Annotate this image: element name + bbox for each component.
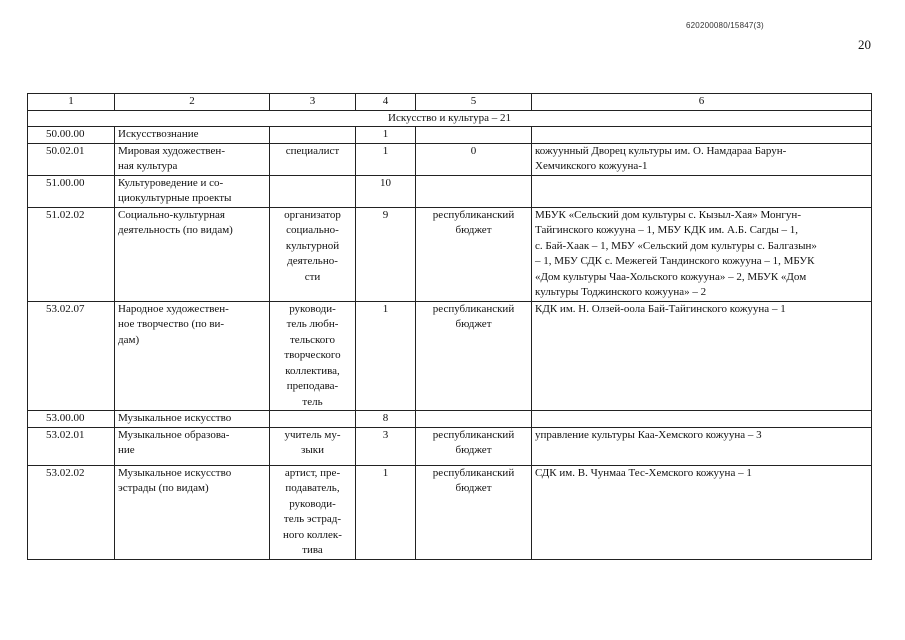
specialty-name <box>115 143 270 175</box>
specialty-name-line: Музыкальное искусство <box>118 466 232 479</box>
qualification-line: сти <box>304 270 321 283</box>
specialty-name-line: эстрады (по видам) <box>118 482 209 494</box>
table-row <box>28 143 872 175</box>
organizations-line: управление культуры Каа-Хемского кожууна – 3 <box>535 428 762 441</box>
funding-source-line: республиканский <box>432 466 515 479</box>
organizations-line: – 1, МБУ СДК с. Межегей Тандинского кожууна – 1, МБУК <box>535 255 815 267</box>
funding-source <box>416 465 532 559</box>
column-number: 2 <box>115 94 270 111</box>
organizations <box>532 207 872 301</box>
places-count: 1 <box>356 465 416 559</box>
column-number: 5 <box>416 94 532 111</box>
specialty-name-line: Искусствознание <box>118 128 199 140</box>
organizations <box>532 127 872 144</box>
qualification-line: коллектива, <box>285 364 340 377</box>
qualification-line: социально- <box>286 224 339 236</box>
specialties-table <box>27 93 872 560</box>
funding-source <box>416 207 532 301</box>
specialty-code: 50.02.01 <box>28 143 115 175</box>
organizations <box>532 465 872 559</box>
funding-source-line: бюджет <box>455 224 492 236</box>
qualification <box>270 411 356 428</box>
organizations <box>532 411 872 428</box>
organizations <box>532 301 872 411</box>
qualification <box>270 127 356 144</box>
specialty-code: 51.00.00 <box>28 175 115 207</box>
specialty-name-line: ние <box>118 444 135 456</box>
qualification <box>270 175 356 207</box>
organizations <box>532 427 872 465</box>
specialty-code: 53.02.01 <box>28 427 115 465</box>
table-row <box>28 175 872 207</box>
places-count: 1 <box>356 127 416 144</box>
section-title: Искусство и культура – 21 <box>28 110 872 127</box>
qualification-line: зыки <box>301 444 324 456</box>
qualification-line: деятельно- <box>287 255 338 267</box>
specialty-name-line: циокультурные проекты <box>118 192 232 204</box>
funding-source-line: бюджет <box>455 444 492 456</box>
places-count: 10 <box>356 175 416 207</box>
funding-source <box>416 427 532 465</box>
qualification-line: культурной <box>285 239 340 252</box>
organizations <box>532 143 872 175</box>
qualification <box>270 207 356 301</box>
funding-source-line: бюджет <box>455 318 492 330</box>
funding-source-line: бюджет <box>455 482 492 494</box>
qualification-line: тива <box>302 544 323 556</box>
qualification <box>270 427 356 465</box>
table-row <box>28 207 872 301</box>
table-row <box>28 301 872 411</box>
specialty-name <box>115 301 270 411</box>
funding-source <box>416 143 532 175</box>
places-count: 9 <box>356 207 416 301</box>
specialty-name-line: Социально-культурная <box>118 208 225 221</box>
specialty-name-line: ное творчество (по ви- <box>118 318 225 330</box>
specialty-name <box>115 427 270 465</box>
table-row <box>28 465 872 559</box>
qualification-line: ного коллек- <box>283 528 342 541</box>
qualification-line: специалист <box>285 144 340 157</box>
qualification-line: организатор <box>284 208 341 221</box>
organizations-line: Тайгинского кожууна – 1, МБУ КДК им. А.Б. Сагды – 1, <box>535 224 798 236</box>
funding-source-line: республиканский <box>432 302 515 315</box>
column-number: 3 <box>270 94 356 111</box>
funding-source <box>416 127 532 144</box>
specialty-name <box>115 207 270 301</box>
funding-source-line: республиканский <box>432 428 515 441</box>
organizations-line: Хемчикского кожууна-1 <box>535 160 648 172</box>
places-count: 8 <box>356 411 416 428</box>
specialty-code: 51.02.02 <box>28 207 115 301</box>
qualification-line: тельского <box>289 333 336 346</box>
specialty-name <box>115 127 270 144</box>
places-count: 3 <box>356 427 416 465</box>
specialty-name-line: Мировая художествен- <box>118 144 225 157</box>
organizations-line: КДК им. Н. Олзей-оола Бай-Тайгинского кожууна – 1 <box>535 302 786 315</box>
specialty-name <box>115 175 270 207</box>
table-row <box>28 427 872 465</box>
funding-source <box>416 301 532 411</box>
qualification <box>270 465 356 559</box>
table-row <box>28 411 872 428</box>
qualification-line: руководи- <box>289 497 336 510</box>
organizations-line: с. Бай-Хаак – 1, МБУ «Сельский дом культуры с. Балгазын» <box>535 239 817 252</box>
table-row <box>28 127 872 144</box>
qualification-line: подаватель, <box>285 482 340 494</box>
qualification <box>270 143 356 175</box>
organizations-line: СДК им. В. Чунмаа Тес-Хемского кожууна – 1 <box>535 466 752 479</box>
places-count: 1 <box>356 143 416 175</box>
specialty-name-line: Музыкальное образова- <box>118 428 230 441</box>
specialty-name <box>115 411 270 428</box>
places-count: 1 <box>356 301 416 411</box>
column-number: 1 <box>28 94 115 111</box>
qualification-line: руководи- <box>289 302 336 315</box>
organizations-line: МБУК «Сельский дом культуры с. Кызыл-Хая» Монгун- <box>535 208 801 221</box>
qualification-line: творческого <box>284 349 341 361</box>
qualification-line: тель эстрад- <box>283 513 342 525</box>
column-number: 4 <box>356 94 416 111</box>
specialty-name-line: дам) <box>118 333 140 346</box>
funding-source-line: 0 <box>470 144 477 157</box>
specialty-code: 50.00.00 <box>28 127 115 144</box>
column-numbers-row <box>28 94 872 111</box>
specialty-name-line: ная культура <box>118 160 178 172</box>
qualification <box>270 301 356 411</box>
section-row <box>28 110 872 127</box>
specialty-name-line: Музыкальное искусство <box>118 412 232 424</box>
specialty-name <box>115 465 270 559</box>
specialty-name-line: Народное художествен- <box>118 302 229 315</box>
qualification-line: тель любн- <box>286 318 339 330</box>
qualification-line: учитель му- <box>284 428 341 441</box>
funding-source-line: республиканский <box>432 208 515 221</box>
page-number: 20 <box>858 37 871 52</box>
organizations-line: «Дом культуры Чаа-Хольского кожууна» – 2, МБУК «Дом <box>535 270 807 283</box>
specialty-name-line: деятельность (по видам) <box>118 224 233 236</box>
organizations-line: культуры Тоджинского кожууна» – 2 <box>535 286 707 298</box>
qualification-line: артист, пре- <box>284 466 341 479</box>
specialty-code: 53.00.00 <box>28 411 115 428</box>
specialty-code: 53.02.07 <box>28 301 115 411</box>
specialty-name-line: Культуроведение и со- <box>118 176 224 189</box>
organizations-line: кожуунный Дворец культуры им. О. Намдараа Барун- <box>535 144 787 157</box>
funding-source <box>416 411 532 428</box>
organizations <box>532 175 872 207</box>
funding-source <box>416 175 532 207</box>
document-id: 620200080/15847(3) <box>686 21 764 30</box>
qualification-line: преподава- <box>286 380 339 392</box>
column-number: 6 <box>532 94 872 111</box>
qualification-line: тель <box>302 395 323 408</box>
specialty-code: 53.02.02 <box>28 465 115 559</box>
